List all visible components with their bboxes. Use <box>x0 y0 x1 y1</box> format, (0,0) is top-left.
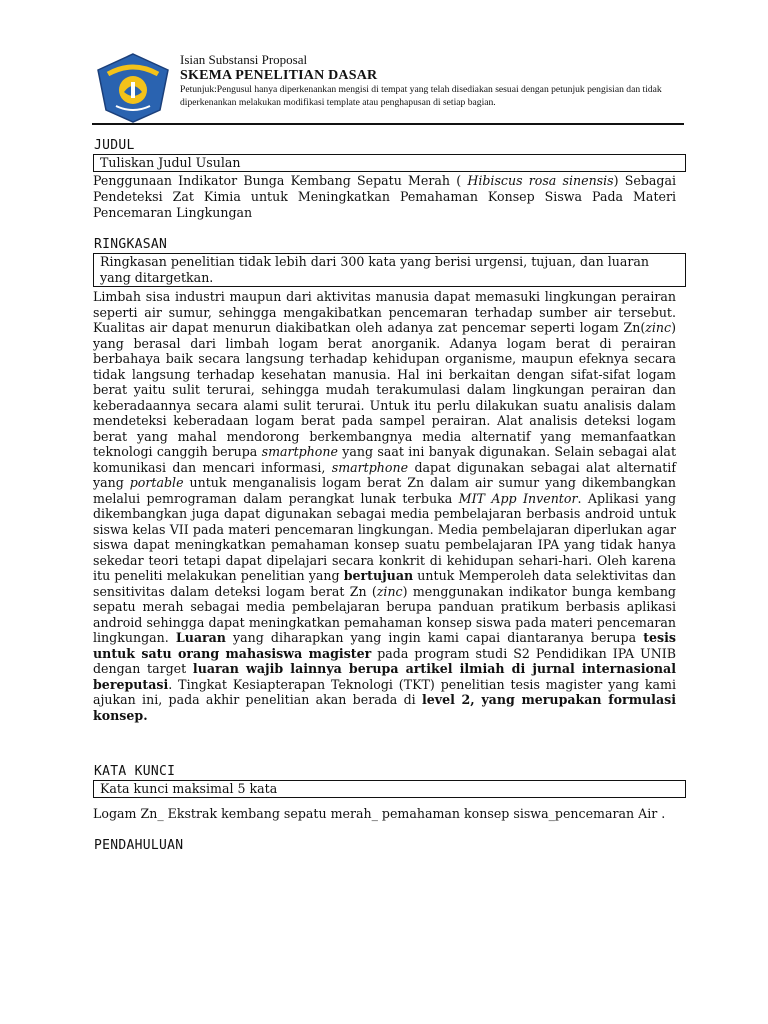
ringkasan-hint-box <box>93 253 686 287</box>
header-divider <box>92 123 684 125</box>
judul-hint: Tuliskan Judul Usulan <box>100 155 241 170</box>
header-subtitle: Isian Substansi Proposal <box>180 52 308 67</box>
header-title: SKEMA PENELITIAN DASAR <box>180 68 378 83</box>
section-label-judul: JUDUL <box>94 138 135 153</box>
section-label-ringkasan: RINGKASAN <box>94 237 168 252</box>
ringkasan-hint: Ringkasan penelitian tidak lebih dari 300 kata yang berisi urgensi, tujuan, dan luaran yang ditargetkan. <box>100 254 649 285</box>
ringkasan-text: Limbah sisa industri maupun dari aktivitas manusia dapat memasuki lingkungan perairan seperti air sumur, sehingga mengakibatkan pencemaran terhadap sumber air tersebut. Kualitas air dapat menurun diakibatkan oleh adanya zat pencemar seperti logam Zn(zinc) yang berasal dari limbah logam berat anorganik. Adanya logam berat di perairan berbahaya baik secara langsung terhadap kehidupan organisme, maupun efeknya secara tidak langsung terhadap kesehatan manusia. Hal ini berkaitan dengan sifat-sifat logam berat yaitu sulit terurai, sehingga mudah terakumulasi dalam lingkungan perairan dan keberadaannya secara alami sulit terurai. Untuk itu perlu dilakukan suatu analisis dalam mendeteksi keberadaan logam berat pada sampel perairan. Alat analisis deteksi logam berat yang mahal mendorong berkembangnya media alternatif yang memanfaatkan teknologi canggih berupa smartphone yang saat ini banyak digunakan. Selain sebagai alat komunikasi dan mencari informasi, smartphone dapat digunakan sebagai alat alternatif yang portable untuk menganalisis logam berat Zn dalam air sumur yang dikembangkan melalui pemrograman dalam perangkat lunak terbuka MIT App Inventor. Aplikasi yang dikembangkan juga dapat digunakan sebagai media pembelajaran berbasis android untuk siswa kelas VII pada materi pencemaran lingkungan. Media pembelajaran diperlukan agar siswa dapat meningkatkan pemahaman konsep suatu pembelajaran IPA yang tidak hanya sekedar teori tetapi dapat dipelajari secara konkrit di kehidupan sehari-hari. Oleh karena itu peneliti melakukan penelitian yang bertujuan untuk Memperoleh data selektivitas dan sensitivitas dalam deteksi logam berat Zn (zinc) menggunakan indikator bunga kembang sepatu merah sebagai media pembelajaran berupa panduan pratikum berbasis aplikasi android sehingga dapat meningkatkan pemahaman konsep siswa pada materi pencemaran lingkungan. Luaran yang diharapkan yang ingin kami capai diantaranya berupa tesis untuk satu orang mahasiswa magister pada program studi S2 Pendidikan IPA UNIB dengan target luaran wajib lainnya berupa artikel ilmiah di jurnal internasional bereputasi. Tingkat Kesiapterapan Teknologi (TKT) penelitian tesis magister yang kami ajukan ini, pada akhir penelitian akan berada di level 2, yang merupakan formulasi konsep. <box>93 289 677 723</box>
judul-hint-box <box>93 154 686 172</box>
kata-kunci-hint-box <box>93 780 686 798</box>
kata-kunci-hint: Kata kunci maksimal 5 kata <box>100 781 278 796</box>
header-note: Petunjuk:Pengusul hanya diperkenankan mengisi di tempat yang telah disediakan sesuai dengan petunjuk pengisian dan tidak diperkenankan melakukan modifikasi template atau penghapusan di setiap bagian. <box>180 84 662 108</box>
section-label-pendahuluan: PENDAHULUAN <box>94 838 184 853</box>
kata-kunci-text: Logam Zn_ Ekstrak kembang sepatu merah_ pemahaman konsep siswa_pencemaran Air . <box>93 806 666 821</box>
section-label-kata-kunci: KATA KUNCI <box>94 764 176 779</box>
tut-wuri-handayani-logo-icon <box>94 52 172 124</box>
judul-text: Penggunaan Indikator Bunga Kembang Sepatu Merah ( Hibiscus rosa sinensis) Sebagai Pendeteksi Zat Kimia untuk Meningkatkan Pemahaman Konsep Siswa Pada Materi Pencemaran Lingkungan <box>93 173 677 220</box>
